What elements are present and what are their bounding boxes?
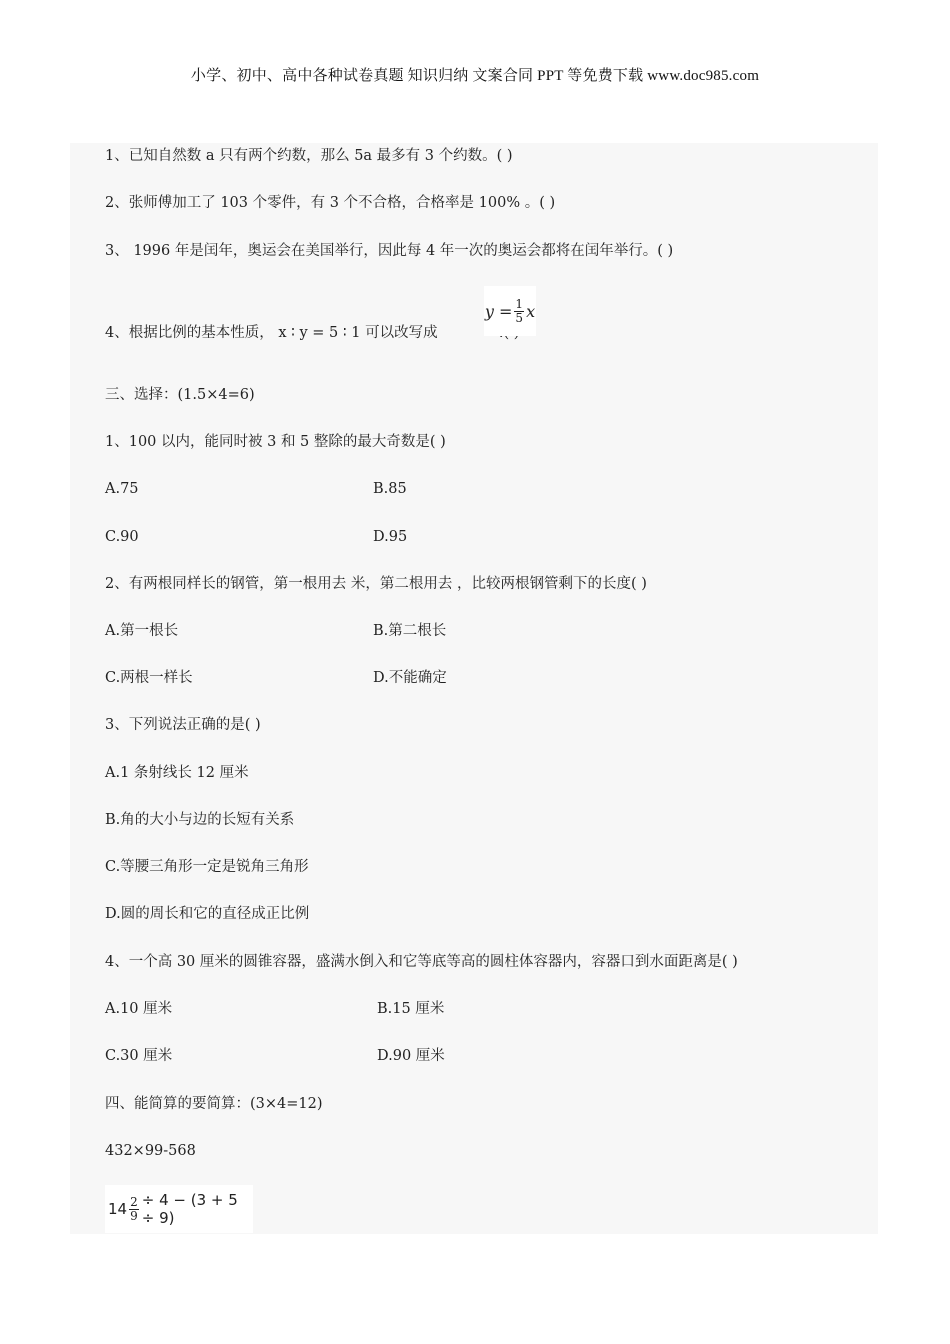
mixed-number-fraction — [129, 1196, 139, 1223]
section-title-calculation: 四、能简算的要简算：(3×4=12) — [105, 1096, 323, 1112]
proportion-equation-image — [484, 286, 536, 336]
choice-q1-option-d: D.95 — [373, 529, 408, 545]
choice-question-2: 2、有两根同样长的钢管，第一根用去 米，第二根用去 ，比较两根钢管剩下的长度( ) — [105, 576, 647, 592]
choice-q2-option-b: B.第二根长 — [373, 623, 447, 639]
equation-variable: x — [526, 301, 536, 321]
choice-q1-option-c: C.90 — [105, 529, 139, 545]
choice-q4-option-b: B.15 厘米 — [377, 1001, 445, 1017]
expression-rest: ÷ 4 − (3 + 5 ÷ 9) — [141, 1191, 238, 1227]
mixed-number-whole: 14 — [108, 1200, 128, 1218]
choice-q3-option-c: C.等腰三角形一定是锐角三角形 — [105, 859, 309, 875]
judge-question-4 — [105, 323, 519, 343]
calc-expression-2-image — [105, 1185, 253, 1233]
equation-lhs: y = — [484, 301, 513, 321]
choice-question-3: 3、下列说法正确的是( ) — [105, 717, 261, 733]
choice-q2-option-a: A.第一根长 — [105, 623, 179, 639]
judge-question-3: 3、 1996 年是闰年，奥运会在美国举行，因此每 4 年一次的奥运会都将在闰年举行。( ) — [105, 243, 674, 259]
page-header: 小学、初中、高中各种试卷真题 知识归纳 文案合同 PPT 等免费下载 www.doc985.com — [190, 68, 760, 84]
choice-q4-option-d: D.90 厘米 — [377, 1048, 445, 1064]
fraction-denominator: 9 — [130, 1208, 138, 1223]
fraction-numerator: 2 — [130, 1194, 138, 1209]
choice-question-4: 4、一个高 30 厘米的圆锥容器，盛满水倒入和它等底等高的圆柱体容器内，容器口到水面距离是( ) — [105, 954, 738, 970]
section-title-choice: 三、选择：(1.5×4=6) — [105, 387, 255, 403]
equation-fraction — [514, 298, 524, 325]
choice-q1-option-b: B.85 — [373, 481, 407, 497]
fraction-numerator: 1 — [515, 296, 524, 311]
calc-expression-1: 432×99-568 — [105, 1143, 196, 1159]
choice-q4-option-a: A.10 厘米 — [105, 1001, 173, 1017]
choice-q2-option-c: C.两根一样长 — [105, 670, 193, 686]
content-panel — [70, 143, 878, 1234]
choice-q3-option-d: D.圆的周长和它的直径成正比例 — [105, 906, 310, 922]
choice-question-1: 1、100 以内，能同时被 3 和 5 整除的最大奇数是( ) — [105, 434, 446, 450]
choice-q1-option-a: A.75 — [105, 481, 139, 497]
judge-question-4-text: 4、根据比例的基本性质， x ∶ y = 5 ∶ 1 可以改写成 — [105, 325, 438, 341]
choice-q4-option-c: C.30 厘米 — [105, 1048, 173, 1064]
choice-q2-option-d: D.不能确定 — [373, 670, 447, 686]
choice-q3-option-b: B.角的大小与边的长短有关系 — [105, 812, 295, 828]
judge-question-2: 2、张师傅加工了 103 个零件，有 3 个不合格，合格率是 100% 。( ) — [105, 195, 556, 211]
judge-question-1: 1、已知自然数 a 只有两个约数，那么 5a 最多有 3 个约数。( ) — [105, 148, 513, 164]
choice-q3-option-a: A.1 条射线长 12 厘米 — [105, 765, 249, 781]
fraction-denominator: 5 — [515, 310, 524, 325]
